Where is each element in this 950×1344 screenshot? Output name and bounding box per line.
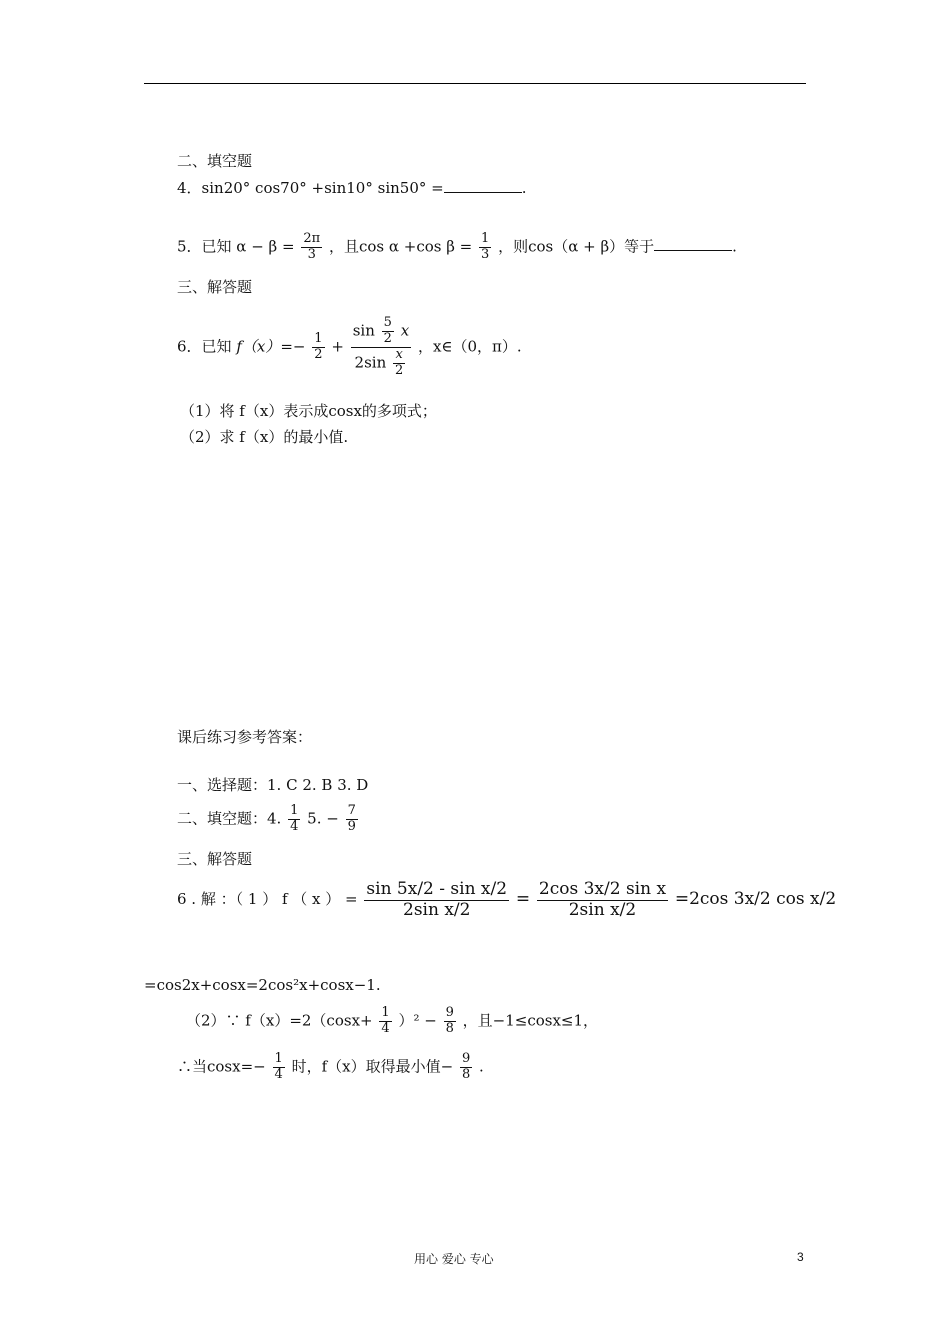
- sol6p3-frac-9-8: [460, 1052, 472, 1083]
- q6-num-frac-den: 2: [383, 330, 392, 346]
- q4-end: .: [521, 179, 527, 197]
- ans2-mid: 5. −: [307, 809, 339, 828]
- sol6p2-n-den: 8: [445, 1020, 454, 1036]
- q5-lead: 5．已知 α − β =: [177, 237, 295, 256]
- footer-center-text: 用心 爱心 专心: [414, 1252, 494, 1266]
- q6-lead: 6．已知: [177, 337, 232, 356]
- page-number: 3: [797, 1250, 804, 1264]
- question-5: [177, 232, 737, 263]
- sol6p3-q-den: 4: [274, 1066, 283, 1082]
- q6-den-frac-num: x: [393, 348, 405, 364]
- ans2-f2-num: 7: [347, 803, 356, 818]
- sol6p2-frac-1-4: [379, 1006, 391, 1037]
- sol6-frac-b-num: 2cos 3x/2 sin x: [538, 879, 667, 899]
- q5-fraction-2pi-3: [301, 232, 322, 263]
- q5-answer-blank: [654, 236, 732, 251]
- ans2-f2-den: 9: [347, 818, 356, 834]
- sol6p3-mid: 时，f（x）取得最小值−: [291, 1057, 454, 1076]
- answers-title: 课后练习参考答案：: [177, 728, 313, 746]
- q4-answer-blank: [444, 178, 522, 193]
- sol6p2-tail: ，且−1≤cosx≤1，: [462, 1011, 599, 1030]
- q5-mid: ，且cos α +cos β =: [328, 237, 473, 256]
- q6-half-den: 2: [314, 346, 323, 362]
- sol6p2-lead: （2）∵ f（x）=2（cosx+: [186, 1011, 373, 1030]
- q6-main-denominator: [351, 348, 411, 379]
- q6-den-frac-den: 2: [395, 362, 404, 378]
- sol6-lead: 6 . 解 ：（ 1 ） f （ x ） =: [177, 890, 358, 909]
- sol6p3-n-num: 9: [461, 1051, 471, 1066]
- sol6-frac-a-den: 2sin x/2: [403, 899, 471, 920]
- q6-num-frac-num: 5: [383, 315, 392, 330]
- q6-domain: ，x∈（0，π）.: [417, 337, 522, 356]
- question-4: [177, 178, 526, 197]
- q5-frac2-num: 1: [481, 231, 490, 246]
- ans2-lead: 二、填空题：4.: [177, 809, 282, 828]
- q6-half-num: 1: [314, 330, 323, 346]
- answers-solve-title: 三、解答题: [177, 850, 253, 868]
- q6-num-x: x: [400, 321, 410, 340]
- sol6-eq: =: [515, 889, 531, 910]
- sol6p2-q-num: 1: [381, 1005, 390, 1020]
- solution-6-line-1: [177, 880, 836, 920]
- q4-text: 4．sin20° cos70° +sin10° sin50° =: [177, 179, 444, 197]
- sol6p3-n-den: 8: [461, 1066, 471, 1082]
- answers-choice: 一、选择题：1. C 2. B 3. D: [177, 776, 369, 794]
- sol6-frac-a-num: sin 5x/2 - sin x/2: [366, 879, 508, 899]
- sol6-frac-b-den: 2sin x/2: [568, 899, 637, 920]
- sol6p2-mid: ）² −: [398, 1011, 437, 1030]
- q6-den-pre: 2sin: [354, 353, 387, 372]
- ans2-fraction-7-9: [346, 804, 358, 835]
- solution-6-line-2: =cos2x+cosx=2cos²x+cosx−1.: [144, 976, 381, 994]
- solution-6-part-3: [177, 1052, 484, 1083]
- sol6p2-q-den: 4: [381, 1020, 390, 1036]
- q5-frac1-num: 2π: [303, 231, 321, 246]
- solution-6-part-2: [186, 1006, 598, 1037]
- q5-tail: ，则cos（α + β）等于: [498, 237, 655, 256]
- sol6p2-frac-9-8: [444, 1006, 456, 1037]
- q6-den-frac: [393, 348, 405, 379]
- sol6-rhs: =2cos 3x/2 cos x/2: [674, 889, 837, 910]
- header-rule: [144, 83, 806, 84]
- q6-subquestion-2: （2）求 f（x）的最小值.: [180, 428, 349, 446]
- ans2-f1-num: 1: [290, 803, 299, 818]
- q6-num-frac: [382, 316, 394, 347]
- q5-fraction-1-3: [479, 232, 491, 263]
- answers-fill-in: [177, 804, 360, 835]
- ans2-f1-den: 4: [290, 818, 299, 834]
- sol6p3-lead: ∴当cosx=−: [177, 1057, 266, 1076]
- q5-frac1-den: 3: [307, 246, 316, 262]
- q6-subquestion-1: （1）将 f（x）表示成cosx的多项式；: [180, 402, 437, 420]
- q6-half-fraction: [312, 332, 324, 363]
- question-6: [177, 316, 522, 379]
- sol6-fraction-a: [364, 880, 509, 920]
- sol6p3-frac-1-4: [273, 1052, 285, 1083]
- q6-num-sin: sin: [352, 321, 375, 340]
- q6-minus: −: [292, 337, 306, 356]
- q6-main-numerator: [351, 316, 411, 348]
- q5-frac2-den: 3: [481, 246, 490, 262]
- q6-main-fraction: [351, 316, 411, 379]
- sol6p2-n-num: 9: [445, 1005, 454, 1020]
- sol6p3-tail: .: [479, 1057, 484, 1076]
- sol6-fraction-b: [537, 880, 668, 920]
- q6-plus: +: [331, 337, 344, 356]
- sol6p3-q-num: 1: [274, 1051, 283, 1066]
- section-title-solve: 三、解答题: [177, 278, 253, 296]
- q5-end: .: [732, 237, 737, 256]
- section-title-fill-in: 二、填空题: [177, 152, 253, 170]
- ans2-fraction-1-4: [288, 804, 300, 835]
- q6-fx: f（x）=: [236, 337, 293, 356]
